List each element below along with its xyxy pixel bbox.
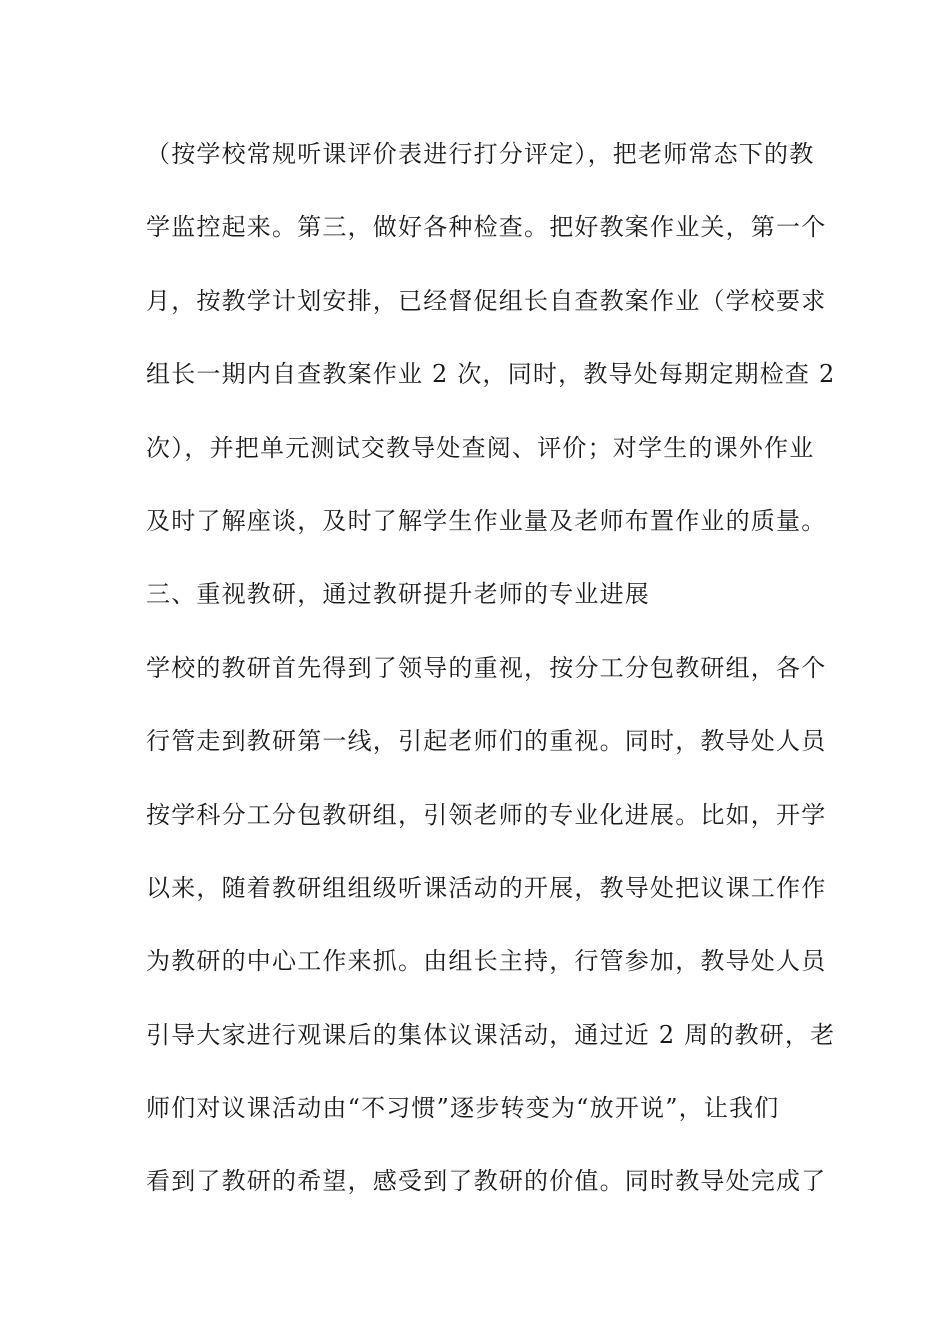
text-line: 月，按教学计划安排，已经督促组长自查教案作业（学校要求 (146, 286, 827, 315)
text-line: 学监控起来。第三，做好各种检查。把好教案作业关，第一个 (146, 213, 827, 242)
text-line: 看到了教研的希望，感受到了教研的价值。同时教导处完成了 (146, 1167, 827, 1196)
text-line: 学校的教研首先得到了领导的重视，按分工分包教研组，各个 (146, 653, 827, 682)
text-line: 次），并把单元测试交教导处查阅、评价；对学生的课外作业 (146, 433, 815, 462)
text-line: 按学科分工分包教研组，引领老师的专业化进展。比如，开学 (146, 800, 827, 829)
text-line: 引导大家进行观课后的集体议课活动，通过近 2 周的教研，老 (146, 1020, 836, 1049)
text-line: 及时了解座谈，及时了解学生作业量及老师布置作业的质量。 (146, 506, 827, 535)
body-text (146, 130, 836, 1231)
text-line: （按学校常规听课评价表进行打分评定），把老师常态下的教 (146, 140, 815, 168)
text-line: 组长一期内自查教案作业 2 次，同时，教导处每期定期检查 2 (146, 360, 836, 389)
text-line: 以来，随着教研组组级听课活动的开展，教导处把议课工作作 (146, 873, 827, 902)
text-line: 行管走到教研第一线，引起老师们的重视。同时，教导处人员 (146, 727, 827, 756)
text-line: 为教研的中心工作来抓。由组长主持，行管参加，教导处人员 (146, 947, 827, 976)
text-line: 师们对议课活动由“不习惯”逐步转变为“放开说”，让我们 (146, 1094, 780, 1123)
section-heading: 三、重视教研，通过教研提升老师的专业进展 (146, 580, 650, 609)
